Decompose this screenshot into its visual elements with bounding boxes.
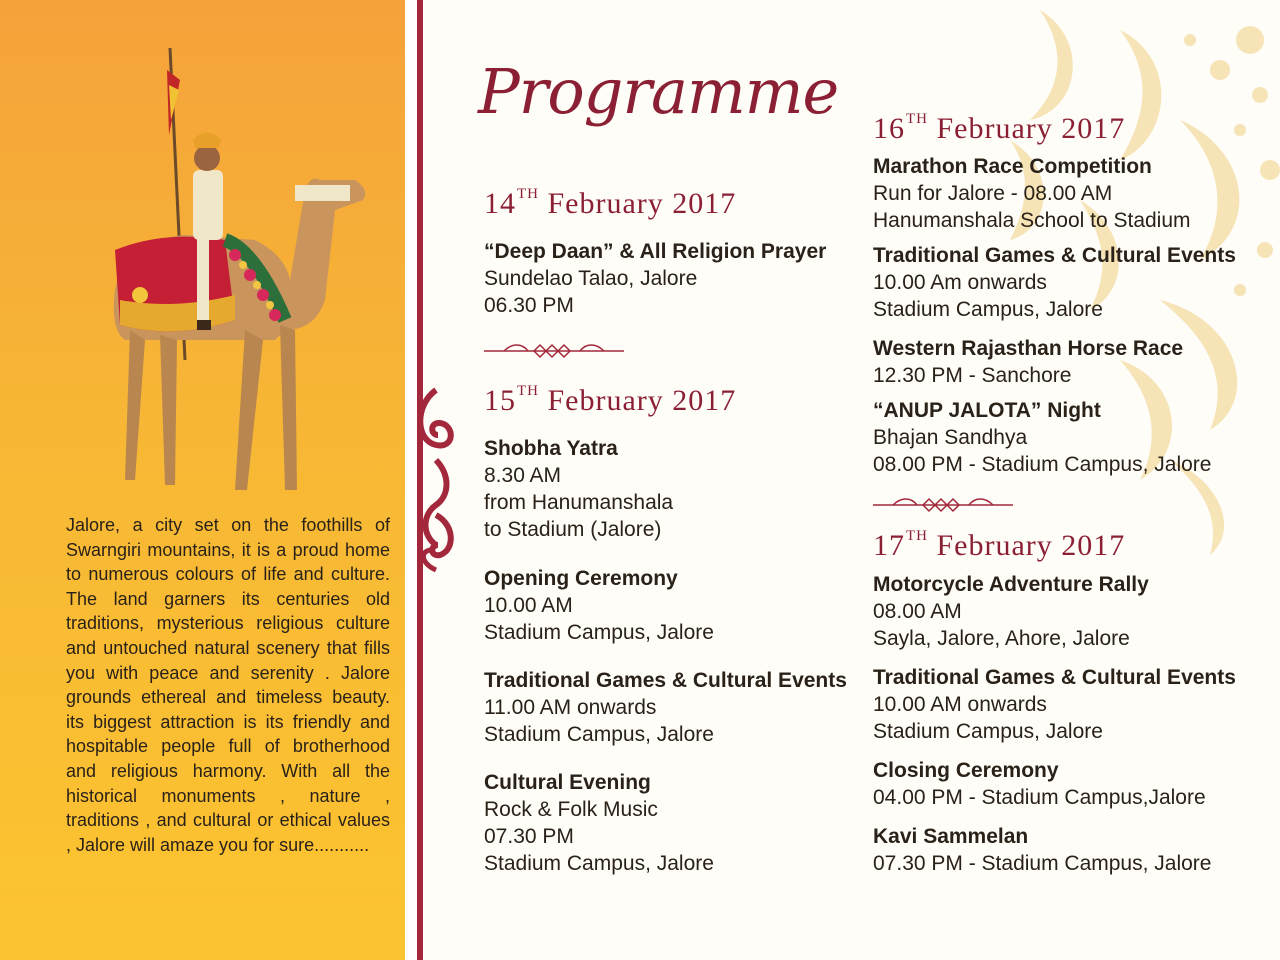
page-title: Programme: [478, 55, 839, 128]
event-detail: 04.00 PM - Stadium Campus,Jalore: [873, 786, 1206, 809]
event-detail: 06.30 PM: [484, 294, 574, 317]
event-detail: 07.30 PM: [484, 825, 574, 848]
event-title: Traditional Games & Cultural Events: [484, 669, 847, 692]
left-panel: [0, 0, 405, 960]
event-title: Kavi Sammelan: [873, 825, 1029, 848]
event-detail: 10.00 AM onwards: [873, 693, 1047, 716]
event-detail: Sundelao Talao, Jalore: [484, 267, 698, 290]
event-title: Western Rajasthan Horse Race: [873, 337, 1184, 360]
event-detail: Rock & Folk Music: [484, 798, 658, 821]
event-title: Shobha Yatra: [484, 437, 618, 460]
event-detail: Stadium Campus, Jalore: [484, 723, 714, 746]
event-title: “ANUP JALOTA” Night: [873, 399, 1101, 422]
event-detail: 12.30 PM - Sanchore: [873, 364, 1072, 387]
event-title: Traditional Games & Cultural Events: [873, 244, 1236, 267]
date-heading: 16TH February 2017: [873, 111, 1126, 145]
scroll-ornament-icon: [410, 385, 462, 575]
date-heading: 14TH February 2017: [484, 186, 737, 220]
event-detail: 10.00 Am onwards: [873, 271, 1047, 294]
event-title: Traditional Games & Cultural Events: [873, 666, 1236, 689]
ornament-divider-icon: [484, 343, 624, 359]
ornament-divider-icon: [873, 497, 1013, 513]
event-detail: 11.00 AM onwards: [484, 696, 657, 719]
camel-rider-illustration: [85, 40, 385, 500]
event-detail: Stadium Campus, Jalore: [873, 298, 1103, 321]
event-detail: to Stadium (Jalore): [484, 518, 662, 541]
jalore-intro-text: Jalore, a city set on the foothills of Swarngiri mountains, it is a proud home to numerous colours of life and culture. The land garners its centuries old traditions, mysterious religious culture and untouched natural scenery that fills you with peace and serenity . Jalore grounds ethereal and timeless beauty. its biggest attraction is its friendly and hospitable people full of brotherhood and religious harmony. With all the historical monuments , nature , traditions , and cultural or ethical values , Jalore will amaze you for sure...........: [66, 515, 390, 855]
event-title: “Deep Daan” & All Religion Prayer: [484, 240, 827, 263]
event-title: Opening Ceremony: [484, 567, 678, 590]
event-detail: 8.30 AM: [484, 464, 562, 487]
event-detail: Stadium Campus, Jalore: [484, 621, 714, 644]
event-detail: 07.30 PM - Stadium Campus, Jalore: [873, 852, 1212, 875]
event-detail: Stadium Campus, Jalore: [873, 720, 1103, 743]
event-detail: Hanumanshala School to Stadium: [873, 209, 1191, 232]
event-detail: Bhajan Sandhya: [873, 426, 1028, 449]
event-title: Cultural Evening: [484, 771, 651, 794]
event-detail: from Hanumanshala: [484, 491, 674, 514]
event-detail: 10.00 AM: [484, 594, 573, 617]
event-detail: Sayla, Jalore, Ahore, Jalore: [873, 627, 1130, 650]
event-detail: 08.00 AM: [873, 600, 962, 623]
date-heading: 17TH February 2017: [873, 528, 1126, 562]
event-title: Motorcycle Adventure Rally: [873, 573, 1149, 596]
event-detail: Stadium Campus, Jalore: [484, 852, 714, 875]
event-detail: Run for Jalore - 08.00 AM: [873, 182, 1113, 205]
event-title: Marathon Race Competition: [873, 155, 1152, 178]
event-title: Closing Ceremony: [873, 759, 1059, 782]
date-heading: 15TH February 2017: [484, 383, 737, 417]
event-detail: 08.00 PM - Stadium Campus, Jalore: [873, 453, 1212, 476]
